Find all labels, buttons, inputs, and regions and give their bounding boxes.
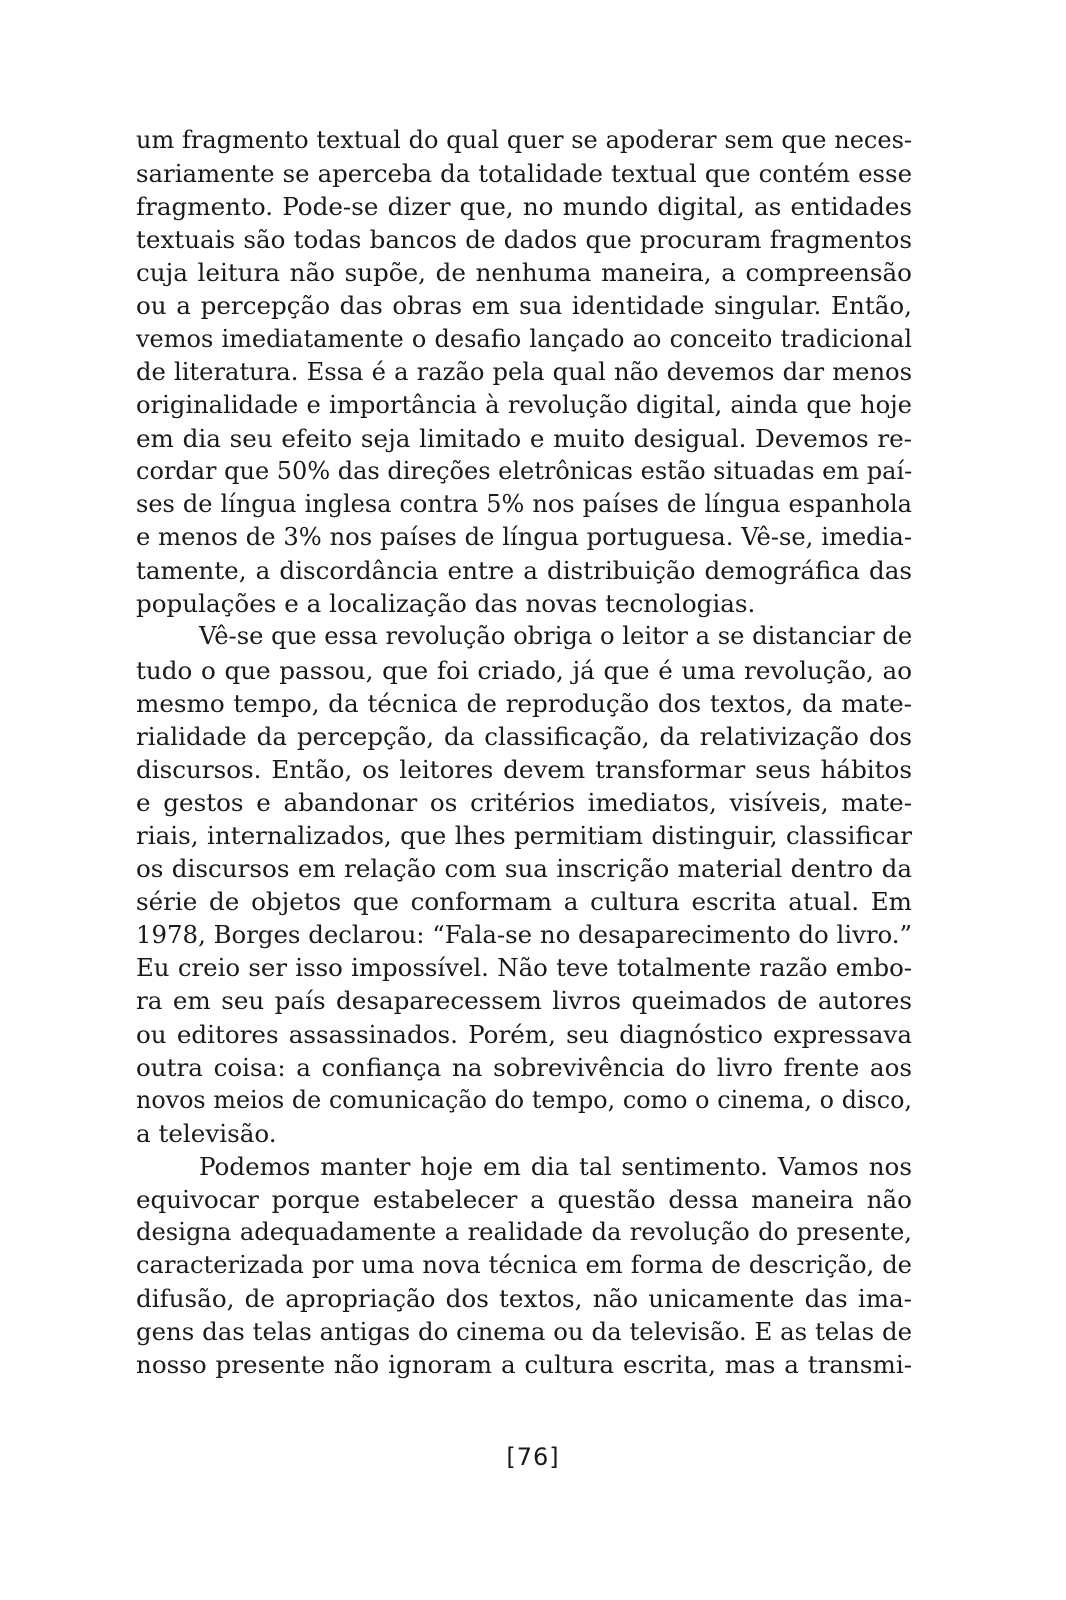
text-line: série de objetos que conformam a cultura escrita atual. Em: [136, 887, 912, 917]
text-line: designa adequadamente a realidade da revolução do presente,: [136, 1218, 912, 1247]
text-line: difusão, de apropriação dos textos, não unicamente das ima-: [136, 1284, 912, 1314]
text-line: Eu creio ser isso impossível. Não teve totalmente razão embo-: [136, 953, 912, 983]
text-line: em dia seu efeito seja limitado e muito desigual. Devemos re-: [136, 423, 912, 453]
page-number: [76]: [506, 1443, 560, 1471]
text-line: cuja leitura não supõe, de nenhuma maneira, a compreensão: [136, 258, 912, 288]
text-line: tudo o que passou, que foi criado, já que é uma revolução, ao: [136, 655, 912, 685]
text-line: um fragmento textual do qual quer se apoderar sem que neces-: [136, 126, 912, 154]
text-line: equivocar porque estabelecer a questão dessa maneira não: [136, 1185, 912, 1214]
text-line: ou a percepção das obras em sua identidade singular. Então,: [136, 291, 912, 321]
text-line: os discursos em relação com sua inscrição material dentro da: [136, 854, 912, 884]
text-line: textuais são todas bancos de dados que procuram fragmentos: [136, 225, 912, 255]
text-line: e gestos e abandonar os critérios imediatos, visíveis, mate-: [136, 787, 912, 817]
paragraph-3: [136, 1150, 912, 1382]
text-line: de literatura. Essa é a razão pela qual não devemos dar menos: [136, 357, 912, 386]
text-line: tamente, a discordância entre a distribuição demográfica das: [136, 556, 912, 586]
text-line: novos meios de comunicação do tempo, como o cinema, o disco,: [136, 1085, 912, 1114]
text-line: e menos de 3% nos países de língua portuguesa. Vê-se, imedia-: [136, 523, 912, 552]
text-line: vemos imediatamente o desafio lançado ao conceito tradicional: [136, 324, 912, 353]
page-body: [136, 124, 912, 1382]
text-line: Podemos manter hoje em dia tal sentimento. Vamos nos: [199, 1151, 912, 1181]
text-line: cordar que 50% das direções eletrônicas estão situadas em paí-: [136, 456, 913, 485]
text-line: caracterizada por uma nova técnica em forma de descrição, de: [136, 1251, 912, 1280]
text-line: rialidade da percepção, da classificação, da relativização dos: [136, 721, 912, 751]
text-line: ra em seu país desaparecessem livros queimados de autores: [136, 986, 912, 1016]
text-line: populações e a localização das novas tecnologias.: [136, 589, 756, 619]
text-line: Vê-se que essa revolução obriga o leitor a se distanciar de: [199, 622, 913, 651]
text-line: ou editores assassinados. Porém, seu diagnóstico expressava: [136, 1019, 912, 1049]
text-line: outra coisa: a confiança na sobrevivência do livro frente aos: [136, 1052, 912, 1082]
text-line: a televisão.: [136, 1118, 277, 1148]
text-line: originalidade e importância à revolução digital, ainda que hoje: [136, 390, 912, 419]
text-line: nosso presente não ignoram a cultura escrita, mas a transmi-: [136, 1350, 912, 1380]
text-line: riais, internalizados, que lhes permitiam distinguir, classificar: [136, 820, 912, 850]
text-line: ses de língua inglesa contra 5% nos países de língua espanhola: [136, 490, 912, 519]
text-line: sariamente se aperceba da totalidade textual que contém esse: [136, 159, 912, 189]
text-line: 1978, Borges declarou: “Fala-se no desaparecimento do livro.”: [136, 920, 912, 950]
paragraph-1: [136, 124, 912, 620]
paragraph-2: [136, 620, 912, 1150]
text-line: gens das telas antigas do cinema ou da televisão. E as telas de: [136, 1317, 912, 1347]
text-line: fragmento. Pode-se dizer que, no mundo digital, as entidades: [136, 192, 912, 222]
text-line: discursos. Então, os leitores devem transformar seus hábitos: [136, 754, 912, 784]
text-line: mesmo tempo, da técnica de reprodução dos textos, da mate-: [136, 688, 912, 718]
